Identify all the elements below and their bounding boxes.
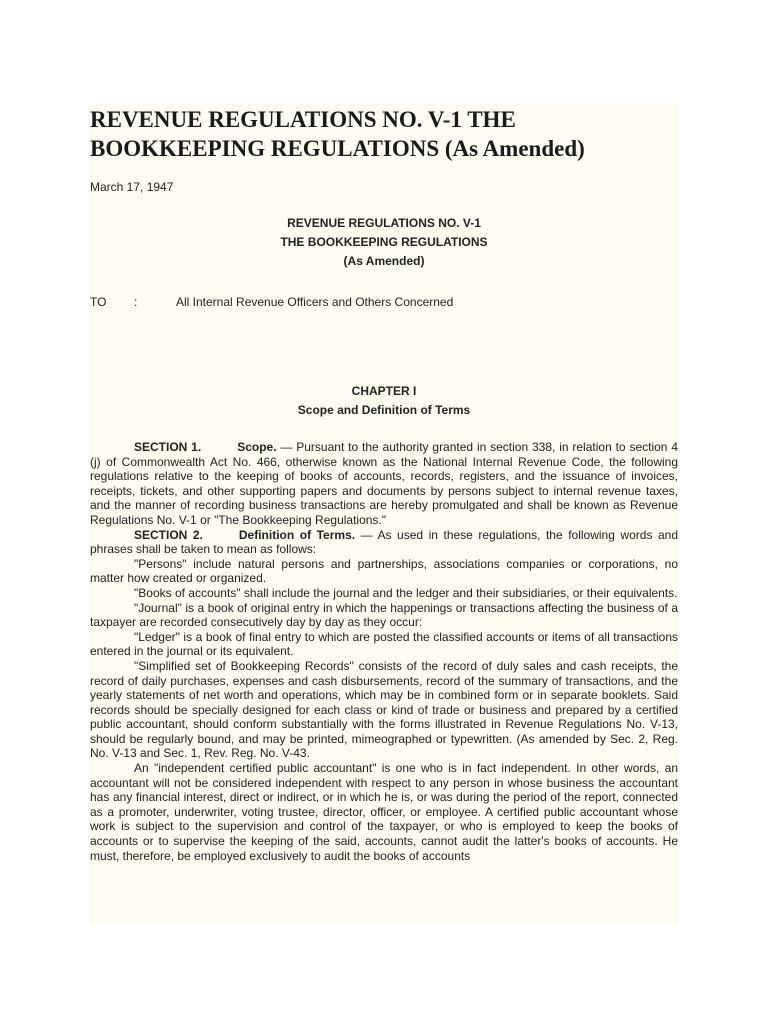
document-body: [90, 440, 678, 863]
section-1-text: — Pursuant to the authority granted in section 338, in relation to section 4 (j) of Commonwealth Act No. 466, otherwise known as the National Internal Revenue Code, the following regulations relative to the keeping of books of accounts, records, registers, and the issuance of invoices, receipts, tickets, and other supporting papers and documents by persons subject to internal revenue taxes, and the manner of recording business transactions are hereby promulgated and shall be known as Revenue Regulations No. V-1 or "The Bookkeeping Regulations.": [90, 440, 678, 527]
definition-paragraph: An "independent certified public accountant" is one who is in fact independent. In other words, an accountant will not be considered independent with respect to any person in whose business the accountant has any financial interest, direct or indirect, or in which he is, or was during the period of the report, connected as a promoter, underwriter, voting trustee, director, officer, or employee. A certified public accountant whose work is subject to the supervision and control of the taxpayer, or who is employed to keep the books of accounts or to supervise the keeping of the said, accounts, cannot audit the latter's books of accounts. He must, therefore, be employed exclusively to audit the books of accounts: [90, 761, 678, 863]
definition-paragraph: "Journal" is a book of original entry in which the happenings or transactions affecting the business of a taxpayer are recorded consecutively day by day as they occur:: [90, 600, 678, 630]
regulation-header: [90, 214, 678, 271]
definition-paragraph: "Books of accounts" shall include the journal and the ledger and their subsidiaries, or their equivalents.: [134, 585, 678, 600]
section-2-text: — As used in these regulations, the following words and phrases shall be taken to mean as follows:: [90, 527, 678, 557]
section-1-label: SECTION 1.: [134, 440, 202, 454]
header-line-2: THE BOOKKEEPING REGULATIONS: [280, 235, 488, 249]
section-2-heading: Definition of Terms.: [238, 527, 356, 542]
addressee-label: TO: [90, 295, 107, 309]
section-2-label: SECTION 2.: [134, 527, 203, 542]
section-1-heading: Scope.: [237, 440, 277, 454]
chapter-number: CHAPTER I: [351, 384, 417, 398]
addressee-colon: :: [134, 295, 138, 309]
definition-paragraph: "Simplified set of Bookkeeping Records" consists of the record of duly sales and cash receipts, the record of daily purchases, expenses and cash disbursements, record of the summary of transactions, and the yearly statements of net worth and operations, which may be in combined form or in separate booklets. Said records should be specially designed for each class or kind of trade or business and prepared by a certified public accountant, should conform substantially with the forms illustrated in Revenue Regulations No. V-13, should be regularly bound, and may be printed, mimeographed or typewritten. (As amended by Sec. 2, Reg. No. V-13 and Sec. 1, Rev. Reg. No. V-43.: [90, 658, 678, 761]
document-date: March 17, 1947: [90, 180, 174, 194]
chapter-title: Scope and Definition of Terms: [297, 403, 471, 417]
section-2-paragraph: [90, 528, 678, 557]
header-line-1: REVENUE REGULATIONS NO. V-1: [287, 216, 481, 230]
addressee-line: [90, 295, 678, 309]
document-page: [90, 103, 678, 925]
chapter-heading: [90, 382, 678, 420]
definition-paragraph: "Ledger" is a book of final entry to which are posted the classified accounts or items of all transactions entered in the journal or its equivalent.: [90, 629, 678, 659]
addressee-value: All Internal Revenue Officers and Others Concerned: [176, 295, 454, 309]
definition-paragraph: "Persons" include natural persons and partnerships, associations companies or corporations, no matter how created or organized.: [90, 556, 678, 586]
section-1-paragraph: [90, 440, 678, 528]
header-line-3: (As Amended): [343, 254, 425, 268]
document-title: REVENUE REGULATIONS NO. V-1 THE BOOKKEEPING REGULATIONS (As Amended): [90, 107, 585, 161]
